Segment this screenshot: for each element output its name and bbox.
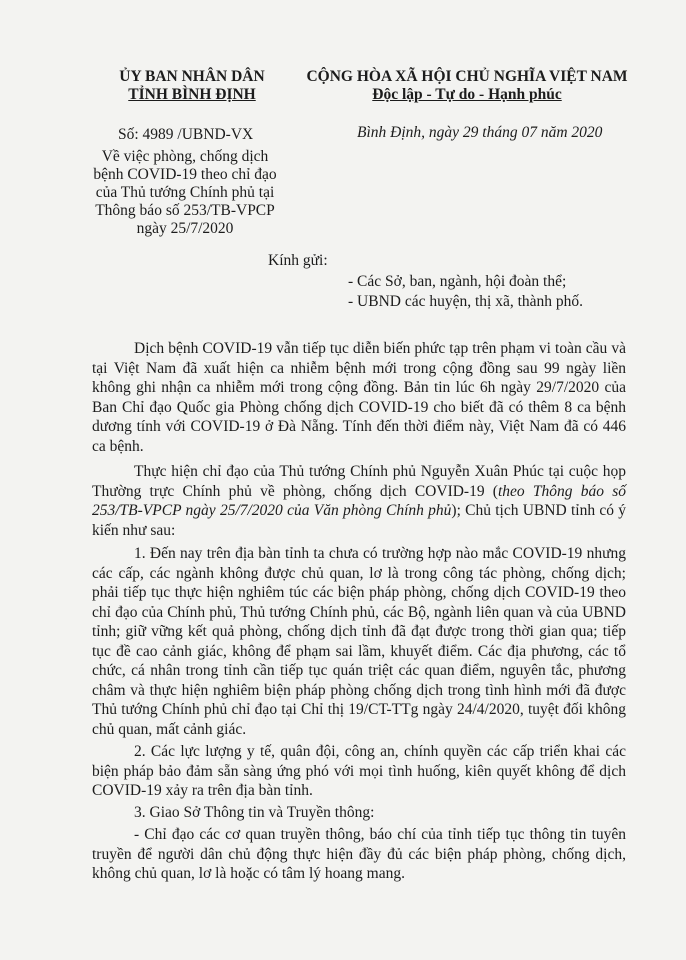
subject-line: ngày 25/7/2020 — [136, 220, 234, 237]
subject-line: Về việc phòng, chống dịch — [101, 148, 269, 165]
directive-reference: theo Thông báo số 253/TB-VPCP ngày 25/7/2020 của Văn phòng Chính phủ — [92, 482, 627, 519]
directive-text-start: Thực hiện chỉ đạo của Thủ tướng Chính phủ Nguyễn Xuân Phúc tại cuộc họp Thường trực Chính phủ về phòng, chống dịch COVID-19 ( — [92, 463, 626, 500]
paragraph-situation: Dịch bệnh COVID-19 vẫn tiếp tục diễn biến phức tạp trên phạm vi toàn cầu và tại Việt Nam đã xuất hiện ca nhiễm bệnh mới trong cộng đồng sau 99 ngày liền không ghi nhận ca nhiễm mới trong cộng đồng. Bản tin lúc 6h ngày 29/7/2020 của Ban Chỉ đạo Quốc gia Phòng chống dịch COVID-19 cho biết đã có thêm 8 ca bệnh dương tính với COVID-19 ở Đà Nẵng. Tính đến thời điểm này, Việt Nam đã có 446 ca bệnh. — [92, 340, 626, 455]
motto-wrap — [302, 86, 632, 104]
recipient-item: - Các Sở, ban, ngành, hội đoàn thể; — [348, 273, 567, 290]
org-name-line1: ỦY BAN NHÂN DÂN — [119, 68, 265, 85]
place-date: Bình Định, ngày 29 tháng 07 năm 2020 — [357, 124, 603, 141]
directive-text-end: ); Chủ tịch UBND tỉnh có ý kiến như sau: — [92, 502, 626, 539]
subject-line: Thông báo số 253/TB-VPCP — [95, 202, 275, 219]
subject-block — [80, 148, 290, 238]
recipient-list — [348, 272, 583, 312]
nation-name: CỘNG HÒA XÃ HỘI CHỦ NGHĨA VIỆT NAM — [306, 68, 628, 85]
recipient-item: - UBND các huyện, thị xã, thành phố. — [348, 293, 584, 310]
document-number: Số: 4989 /UBND-VX — [118, 126, 254, 143]
org-name-line2: TỈNH BÌNH ĐỊNH — [128, 86, 256, 103]
paragraph-item-1: 1. Đến nay trên địa bàn tỉnh ta chưa có trường hợp nào mắc COVID-19 nhưng các cấp, các ngành không được chủ quan, lơ là trong công tác phòng, chống dịch; phải tiếp tục thực hiện nghiêm túc các biện pháp phòng, chống dịch COVID-19 theo chỉ đạo của Chính phủ, Thủ tướng Chính phủ, các Bộ, ngành liên quan và của UBND tỉnh; giữ vững kết quả phòng, chống dịch tỉnh đã đạt được trong thời gian qua; tiếp tục đề cao cảnh giác, không để phạm sai lầm, khuyết điểm. Các địa phương, các tổ chức, cá nhân trong tỉnh cần tiếp tục quán triệt các quan điểm, nguyên tắc, phương châm và thực hiện nghiêm biện pháp phòng chống dịch trong tình hình mới đã được Thủ tướng Chính phủ chỉ đạo tại Chỉ thị 19/CT-TTg ngày 24/4/2020, tuyệt đối không chủ quan, mất cảnh giác. — [92, 545, 626, 738]
paragraph-directive — [92, 462, 626, 540]
paragraph-item-3: 3. Giao Sở Thông tin và Truyền thông: — [134, 804, 375, 821]
subject-line: của Thủ tướng Chính phủ tại — [95, 184, 275, 201]
subject-line: bệnh COVID-19 theo chỉ đạo — [93, 166, 277, 183]
org-name-line2-wrap — [92, 86, 292, 104]
motto: Độc lập - Tự do - Hạnh phúc — [372, 86, 562, 103]
recipient-label: Kính gửi: — [268, 252, 328, 269]
paragraph-item-3-detail: - Chỉ đạo các cơ quan truyền thông, báo chí của tỉnh tiếp tục thông tin tuyên truyền để người dân chủ động thực hiện đầy đủ các biện pháp phòng, chống dịch, không chủ quan, lơ là hoặc có tâm lý hoang mang. — [92, 826, 626, 882]
paragraph-item-2: 2. Các lực lượng y tế, quân đội, công an, chính quyền các cấp triển khai các biện pháp bảo đảm sẵn sàng ứng phó với mọi tình huống, kiên quyết không để dịch COVID-19 xảy ra trên địa bàn tỉnh. — [92, 743, 626, 799]
